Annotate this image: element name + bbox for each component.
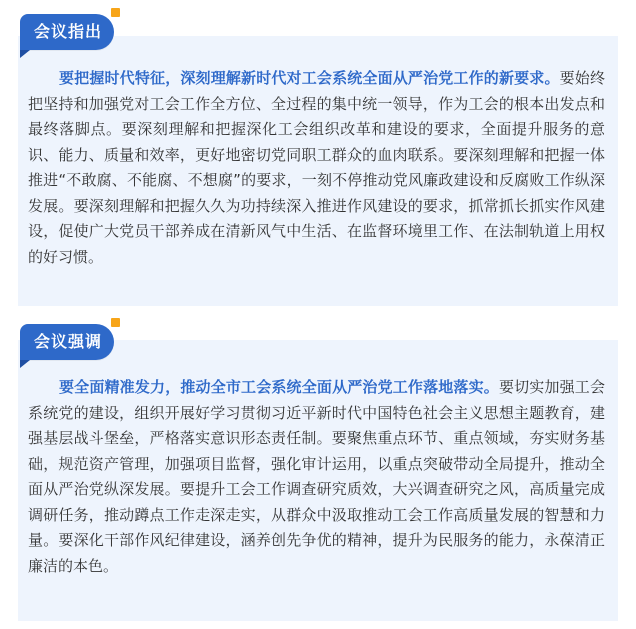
tag-corner-dot: [111, 318, 120, 327]
paragraph-lead-sentence: 要全面精准发力，推动全市工会系统全面从严治党工作落地落实。: [59, 378, 499, 396]
section-tag-label: 会议指出: [34, 22, 103, 41]
section-tag-meeting-pointed-out: [20, 14, 114, 50]
tag-ribbon-tail: [20, 50, 30, 58]
tag-ribbon-tail: [20, 360, 30, 368]
section-paragraph: [28, 66, 605, 270]
section-tag-meeting-emphasized: [20, 324, 114, 360]
section-tag-label: 会议强调: [34, 332, 103, 351]
section-paragraph: [28, 375, 605, 579]
paragraph-body-text: 要始终把坚持和加强党对工会工作全方位、全过程的集中统一领导，作为工会的根本出发点和最终落脚点。要深刻理解和把握深化工会组织改革和建设的要求，全面提升服务的意识、能力、质量和效率，更好地密切党同职工群众的血肉联系。要深刻理解和把握一体推进“不敢腐、不能腐、不想腐”的要求，一刻不停推动党风廉政建设和反腐败工作纵深发展。要深刻理解和把握久久为功持续深入推进作风建设的要求，抓常抓长抓实作风建设，促使广大党员干部养成在清新风气中生活、在监督环境里工作、在法制轨道上用权的好习惯。: [28, 69, 605, 266]
paragraph-lead-sentence: 要把握时代特征，深刻理解新时代对工会系统全面从严治党工作的新要求。: [59, 69, 560, 87]
paragraph-body-text: 要切实加强工会系统党的建设，组织开展好学习贯彻习近平新时代中国特色社会主义思想主题教育，建强基层战斗堡垒，严格落实意识形态责任制。要聚焦重点环节、重点领域，夯实财务基础，规范资产管理，加强项目监督，强化审计运用，以重点突破带动全局提升，推动全面从严治党纵深发展。要提升工会工作调查研究质效，大兴调查研究之风，高质量完成调研任务，推动蹲点工作走深走实，从群众中汲取推动工会工作高质量发展的智慧和力量。要深化干部作风纪律建设，涵养创先争优的精神，提升为民服务的能力，永葆清正廉洁的本色。: [28, 378, 605, 575]
tag-corner-dot: [111, 8, 120, 17]
